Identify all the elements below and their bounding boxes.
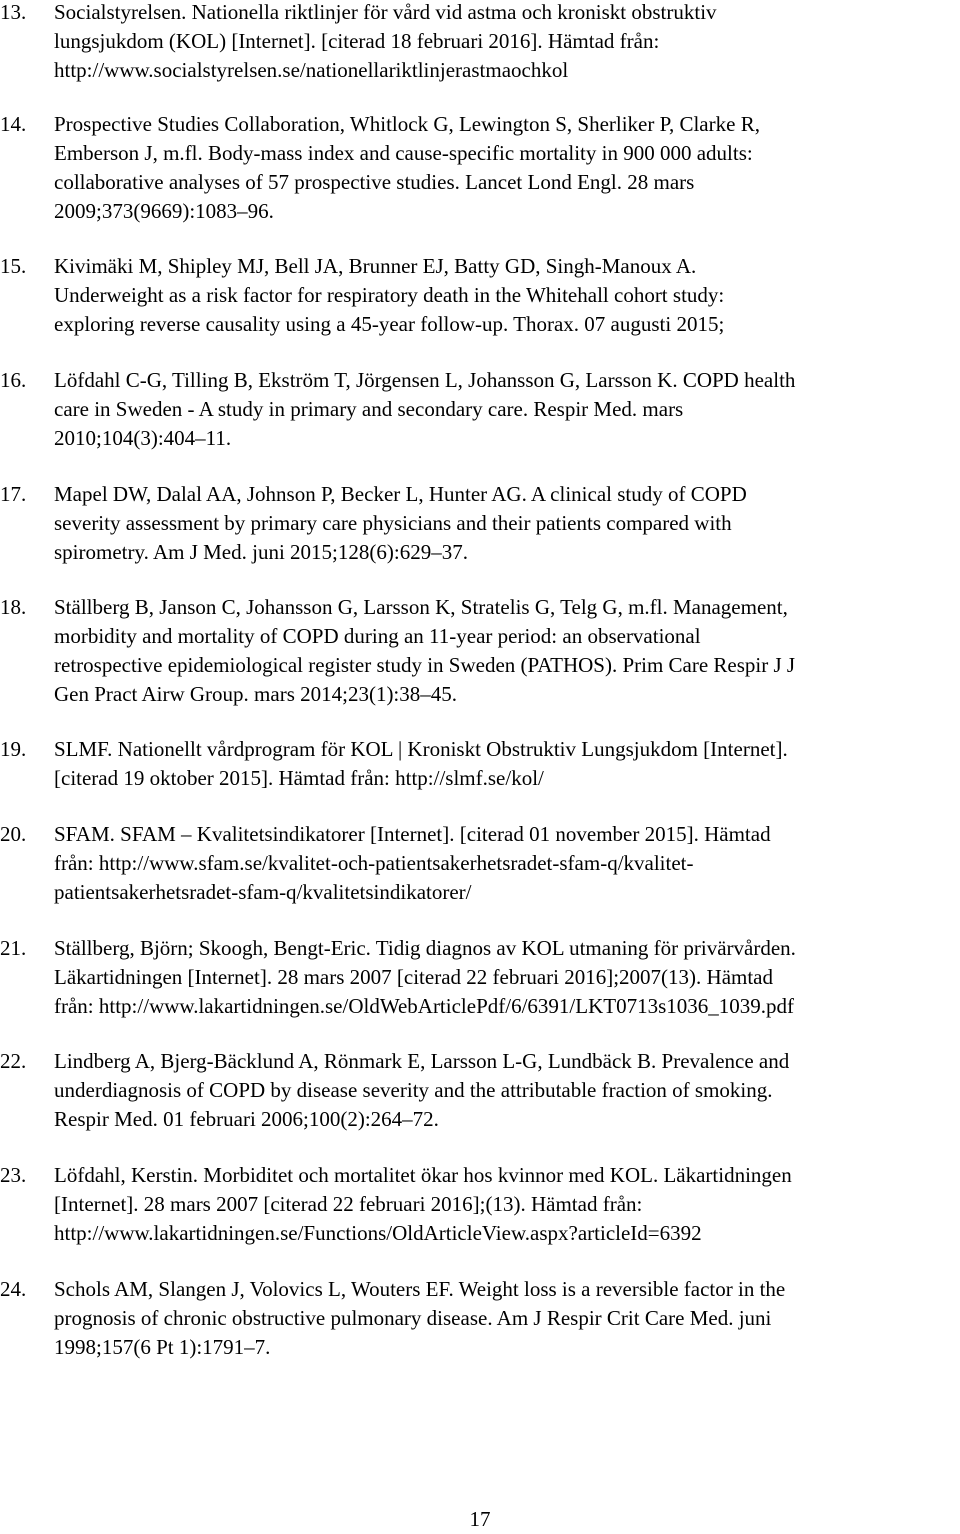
reference-text-line: från: http://www.sfam.se/kvalitet-och-patientsakerhetsradet-sfam-q/kvalitet-	[54, 851, 694, 875]
reference-text-line: retrospective epidemiological register study in Sweden (PATHOS). Prim Care Respir J J	[54, 653, 796, 677]
reference-text-line: lungsjukdom (KOL) [Internet]. [citerad 18 februari 2016]. Hämtad från:	[54, 29, 660, 53]
reference-text-line: SFAM. SFAM – Kvalitetsindikatorer [Internet]. [citerad 01 november 2015]. Hämtad	[54, 822, 771, 846]
reference-text-line: [Internet]. 28 mars 2007 [citerad 22 februari 2016];(13). Hämtad från:	[54, 1192, 643, 1216]
reference-text-line: Lindberg A, Bjerg-Bäcklund A, Rönmark E, Larsson L-G, Lundbäck B. Prevalence and	[54, 1049, 790, 1073]
reference-text-line: Schols AM, Slangen J, Volovics L, Wouters EF. Weight loss is a reversible factor in the	[54, 1277, 786, 1301]
reference-text-line: Löfdahl, Kerstin. Morbiditet och mortalitet ökar hos kvinnor med KOL. Läkartidningen	[54, 1163, 792, 1187]
reference-text-line: Respir Med. 01 februari 2006;100(2):264–72.	[54, 1107, 439, 1131]
reference-text-line: Läkartidningen [Internet]. 28 mars 2007 [citerad 22 februari 2016];2007(13). Hämtad	[54, 965, 774, 989]
reference-text-line: Mapel DW, Dalal AA, Johnson P, Becker L, Hunter AG. A clinical study of COPD	[54, 482, 747, 506]
reference-text-line: Ställberg B, Janson C, Johansson G, Larsson K, Stratelis G, Telg G, m.fl. Management,	[54, 595, 788, 619]
reference-text-line: 1998;157(6 Pt 1):1791–7.	[54, 1335, 271, 1359]
reference-number: 16.	[0, 368, 27, 392]
reference-number: 13.	[0, 0, 27, 24]
reference-number: 15.	[0, 254, 27, 278]
reference-text-line: severity assessment by primary care physicians and their patients compared with	[54, 511, 732, 535]
reference-number: 22.	[0, 1049, 27, 1073]
reference-text-line: [citerad 19 oktober 2015]. Hämtad från: http://slmf.se/kol/	[54, 766, 544, 790]
reference-text-line: Kivimäki M, Shipley MJ, Bell JA, Brunner EJ, Batty GD, Singh-Manoux A.	[54, 254, 697, 278]
reference-number: 24.	[0, 1277, 27, 1301]
reference-text-line: Socialstyrelsen. Nationella riktlinjer för vård vid astma och kroniskt obstruktiv	[54, 0, 717, 24]
reference-text-line: care in Sweden - A study in primary and secondary care. Respir Med. mars	[54, 397, 684, 421]
reference-text-line: prognosis of chronic obstructive pulmonary disease. Am J Respir Crit Care Med. juni	[54, 1306, 772, 1330]
reference-number: 21.	[0, 936, 27, 960]
reference-text-line: Emberson J, m.fl. Body-mass index and cause-specific mortality in 900 000 adults:	[54, 141, 753, 165]
reference-number: 19.	[0, 737, 27, 761]
reference-text-line: Gen Pract Airw Group. mars 2014;23(1):38–45.	[54, 682, 458, 706]
reference-text-line: underdiagnosis of COPD by disease severity and the attributable fraction of smoking.	[54, 1078, 773, 1102]
reference-text-line: Ställberg, Björn; Skoogh, Bengt-Eric. Tidig diagnos av KOL utmaning för privärvården.	[54, 936, 796, 960]
reference-number: 17.	[0, 482, 27, 506]
reference-text-line: spirometry. Am J Med. juni 2015;128(6):629–37.	[54, 540, 468, 564]
reference-text-line: patientsakerhetsradet-sfam-q/kvalitetsindikatorer/	[54, 880, 472, 904]
reference-text-line: collaborative analyses of 57 prospective studies. Lancet Lond Engl. 28 mars	[54, 170, 695, 194]
reference-text-line: Prospective Studies Collaboration, Whitlock G, Lewington S, Sherliker P, Clarke R,	[54, 112, 760, 136]
reference-text-line: från: http://www.lakartidningen.se/OldWebArticlePdf/6/6391/LKT0713s1036_1039.pdf	[54, 994, 794, 1018]
reference-text-line: 2009;373(9669):1083–96.	[54, 199, 274, 223]
reference-number: 23.	[0, 1163, 27, 1187]
reference-number: 14.	[0, 112, 27, 136]
reference-text-line: morbidity and mortality of COPD during an 11-year period: an observational	[54, 624, 701, 648]
reference-text-line: http://www.lakartidningen.se/Functions/OldArticleView.aspx?articleId=6392	[54, 1221, 702, 1245]
page-number: 17	[469, 1507, 491, 1531]
reference-number: 20.	[0, 822, 27, 846]
reference-text-line: http://www.socialstyrelsen.se/nationellariktlinjerastmaochkol	[54, 58, 569, 82]
reference-text-line: 2010;104(3):404–11.	[54, 426, 232, 450]
reference-text-line: exploring reverse causality using a 45-year follow-up. Thorax. 07 augusti 2015;	[54, 312, 725, 336]
reference-number: 18.	[0, 595, 27, 619]
reference-text-line: Löfdahl C-G, Tilling B, Ekström T, Jörgensen L, Johansson G, Larsson K. COPD health	[54, 368, 796, 392]
reference-text-line: SLMF. Nationellt vårdprogram för KOL | Kroniskt Obstruktiv Lungsjukdom [Internet].	[54, 737, 788, 761]
reference-text-line: Underweight as a risk factor for respiratory death in the Whitehall cohort study:	[54, 283, 725, 307]
